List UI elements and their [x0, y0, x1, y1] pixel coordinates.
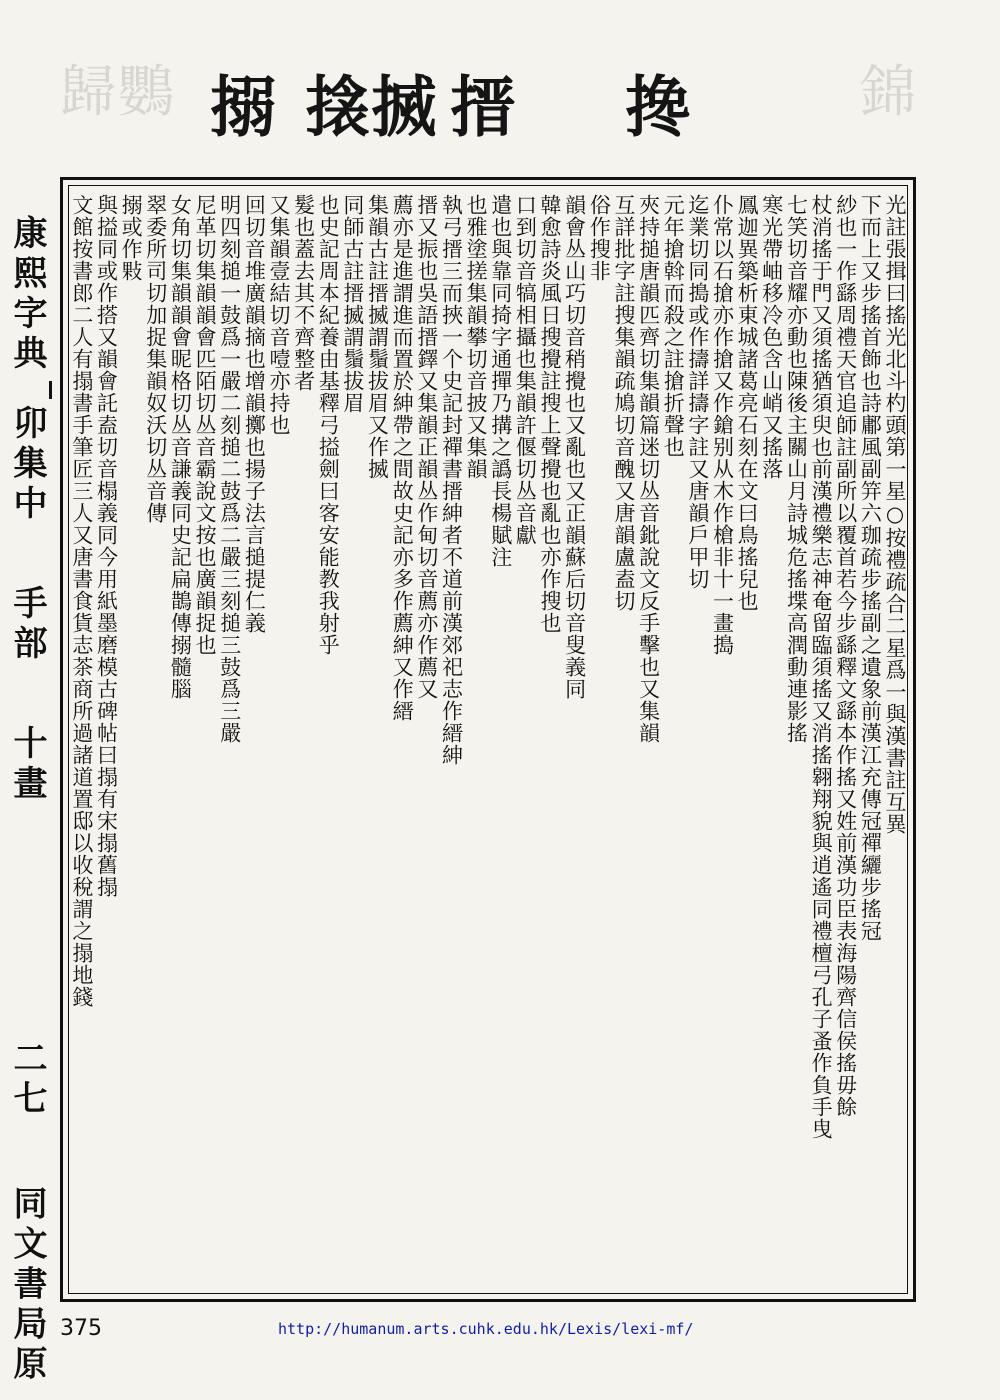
- text-column: [858, 186, 883, 1294]
- column-text: 鳳迦異築析東城諸葛亮石刻在文曰鳥搖兒也: [735, 194, 760, 612]
- stroke-count: 十畫: [7, 725, 47, 805]
- text-column: [808, 186, 833, 1294]
- seal-ghost-left: 歸鸚: [60, 60, 176, 125]
- text-column: [735, 186, 760, 1294]
- seal-glyph-1: 搦: [210, 68, 276, 146]
- column-text: 七笑切音耀亦動也陳後主關山月詩城危搖堞高潤動連影搖: [784, 194, 809, 744]
- text-column: [661, 186, 686, 1294]
- text-column: [168, 186, 193, 1294]
- column-text: 寒光帶岫移冷色含山峭又搖落: [759, 194, 784, 480]
- side-banner-bottom: [8, 1040, 52, 1400]
- chinese-page-number: 二七: [7, 1040, 47, 1120]
- column-text: 元年搶斡而殺之註搶折聲也: [661, 194, 686, 458]
- seal-ghost-right: 錦: [860, 60, 918, 125]
- seal-glyph-2: 搇搣: [305, 68, 437, 146]
- text-column: [587, 186, 612, 1294]
- text-column: [291, 186, 316, 1294]
- text-column: [882, 186, 907, 1294]
- text-column: [390, 186, 415, 1294]
- column-text: 文館按書郎二人有搨書手筆匠三人又唐書食貨志茶商所過諸道置邸以收稅謂之搨地錢: [69, 194, 94, 1008]
- text-column: [266, 186, 291, 1294]
- column-text: 夾持搥唐韻匹齊切集韻篇迷切丛音鈚說文反手擊也又集韻: [636, 194, 661, 744]
- column-text: 翠委所司切加捉集韻奴沃切丛音傳: [143, 194, 168, 524]
- text-column: [340, 186, 365, 1294]
- source-url-link[interactable]: http://humanum.arts.cuhk.edu.hk/Lexis/lexi-mf/: [278, 1320, 694, 1338]
- column-text: 回切音堆廣韻摘也增韻擲也揚子法言搥提仁義: [242, 194, 267, 634]
- column-text: 俗作搜非: [587, 194, 612, 282]
- text-column: [636, 186, 661, 1294]
- column-text: 遣也與靠同掎字通撣乃搆之譌長楊賦注: [488, 194, 513, 568]
- column-text: 仆常以石搶亦作搶又作鎗别从木作槍非十一畫搗: [710, 194, 735, 656]
- column-text: 也史記周本紀養由基釋弓搤劍曰客安能教我射乎: [316, 194, 341, 656]
- column-text: 搦或作敤: [119, 194, 144, 282]
- text-column: [143, 186, 168, 1294]
- seal-glyph-3: 搢: [450, 68, 516, 146]
- page-number: 375: [60, 1316, 102, 1341]
- column-text: 又集韻壹結切音噎亦持也: [266, 194, 291, 436]
- text-column: [710, 186, 735, 1294]
- text-column: [439, 186, 464, 1294]
- dictionary-title: 康熙字典: [7, 215, 47, 375]
- seal-script-header: [60, 48, 940, 146]
- text-column: [119, 186, 144, 1294]
- text-column: [316, 186, 341, 1294]
- text-column: [463, 186, 488, 1294]
- column-text: 薦亦是進謂進而置於紳帶之間故史記亦多作薦紳又作縉: [390, 194, 415, 722]
- text-column: [833, 186, 858, 1294]
- text-column: [537, 186, 562, 1294]
- text-column: [784, 186, 809, 1294]
- column-text: 與搤同或作搭又韻會託盍切音榻義同今用紙墨磨模古碑帖曰搨有宋搨舊搨: [94, 194, 119, 898]
- dictionary-text-frame: [60, 177, 916, 1302]
- column-text: 口到切音犒相攝也集韻許偃切丛音獻: [513, 194, 538, 546]
- column-text: 執弓搢三而挾一个史記封禪書搢紳者不道前漢郊祀志作縉紳: [439, 194, 464, 766]
- column-text: 紗也一作繇周禮天官追師註副所以覆首若今步繇釋文繇本作搖又姓前漢功臣表海陽齊信侯搖毋餘: [833, 194, 858, 1118]
- text-column: [759, 186, 784, 1294]
- column-text: 髮也蓋去其不齊整者: [291, 194, 316, 392]
- column-text: 下而上又步搖首飾也詩鄘風副笄六珈疏步搖副之遺象前漢江充傳冠禪纚步搖冠: [858, 194, 883, 942]
- text-column: [611, 186, 636, 1294]
- radical-section: 手部: [7, 585, 47, 665]
- column-text: 互詳批字註搜集韻疏鳩切音醜又唐韻盧盍切: [611, 194, 636, 612]
- banner-divider: [8, 381, 52, 399]
- column-container: [68, 185, 908, 1294]
- column-text: 光註張揖曰搖光北斗杓頭第一星○按禮疏合二星爲一與漢書註互異: [883, 194, 907, 835]
- text-column: [242, 186, 267, 1294]
- text-column: [685, 186, 710, 1294]
- text-column: [69, 186, 94, 1294]
- column-text: 韻會丛山巧切音稍攪也又亂也又正韻蘇后切音叟義同: [562, 194, 587, 700]
- text-column: [414, 186, 439, 1294]
- text-column: [217, 186, 242, 1294]
- seal-glyph-4: 搀: [625, 68, 691, 146]
- text-column: [192, 186, 217, 1294]
- column-text: 尼革切集韻韻會匹陌切丛音霸說文按也廣韻捉也: [193, 194, 218, 656]
- column-text: 集韻古註搢揻謂鬚拔眉又作揻: [365, 194, 390, 480]
- text-column: [365, 186, 390, 1294]
- column-text: 韓愈詩炎風日搜攪註搜上聲攪也亂也亦作搜也: [538, 194, 563, 634]
- column-text: 也雅塗搓集韻攀切音披又集韻: [464, 194, 489, 480]
- text-column: [513, 186, 538, 1294]
- volume-section: 卯集中: [7, 405, 47, 525]
- column-text: 杖消搖于門又須搖猶須臾也前漢禮樂志神奄留臨須搖又消搖翱翔貌與逍遙同禮檀弓孔子蚤作負手曳: [809, 194, 834, 1140]
- text-column: [488, 186, 513, 1294]
- text-column: [562, 186, 587, 1294]
- column-text: 女角切集韻韻會昵格切丛音謙義同史記扁鵲傳搦髓腦: [168, 194, 193, 700]
- column-text: 搢又振也吳語搢鐸又集韻正韻丛作甸切音薦亦作薦又: [414, 194, 439, 700]
- column-text: 明四刻搥一鼓爲一嚴二刻搥二鼓爲二嚴三刻搥三鼓爲三嚴: [217, 194, 242, 744]
- column-text: 同師古註搢揻謂鬚拔眉: [340, 194, 365, 414]
- text-column: [94, 186, 119, 1294]
- publisher-note: 同文書局原: [7, 1185, 47, 1386]
- column-text: 迄業切同搗或作擣詳擣字註又唐韻戶甲切: [685, 194, 710, 590]
